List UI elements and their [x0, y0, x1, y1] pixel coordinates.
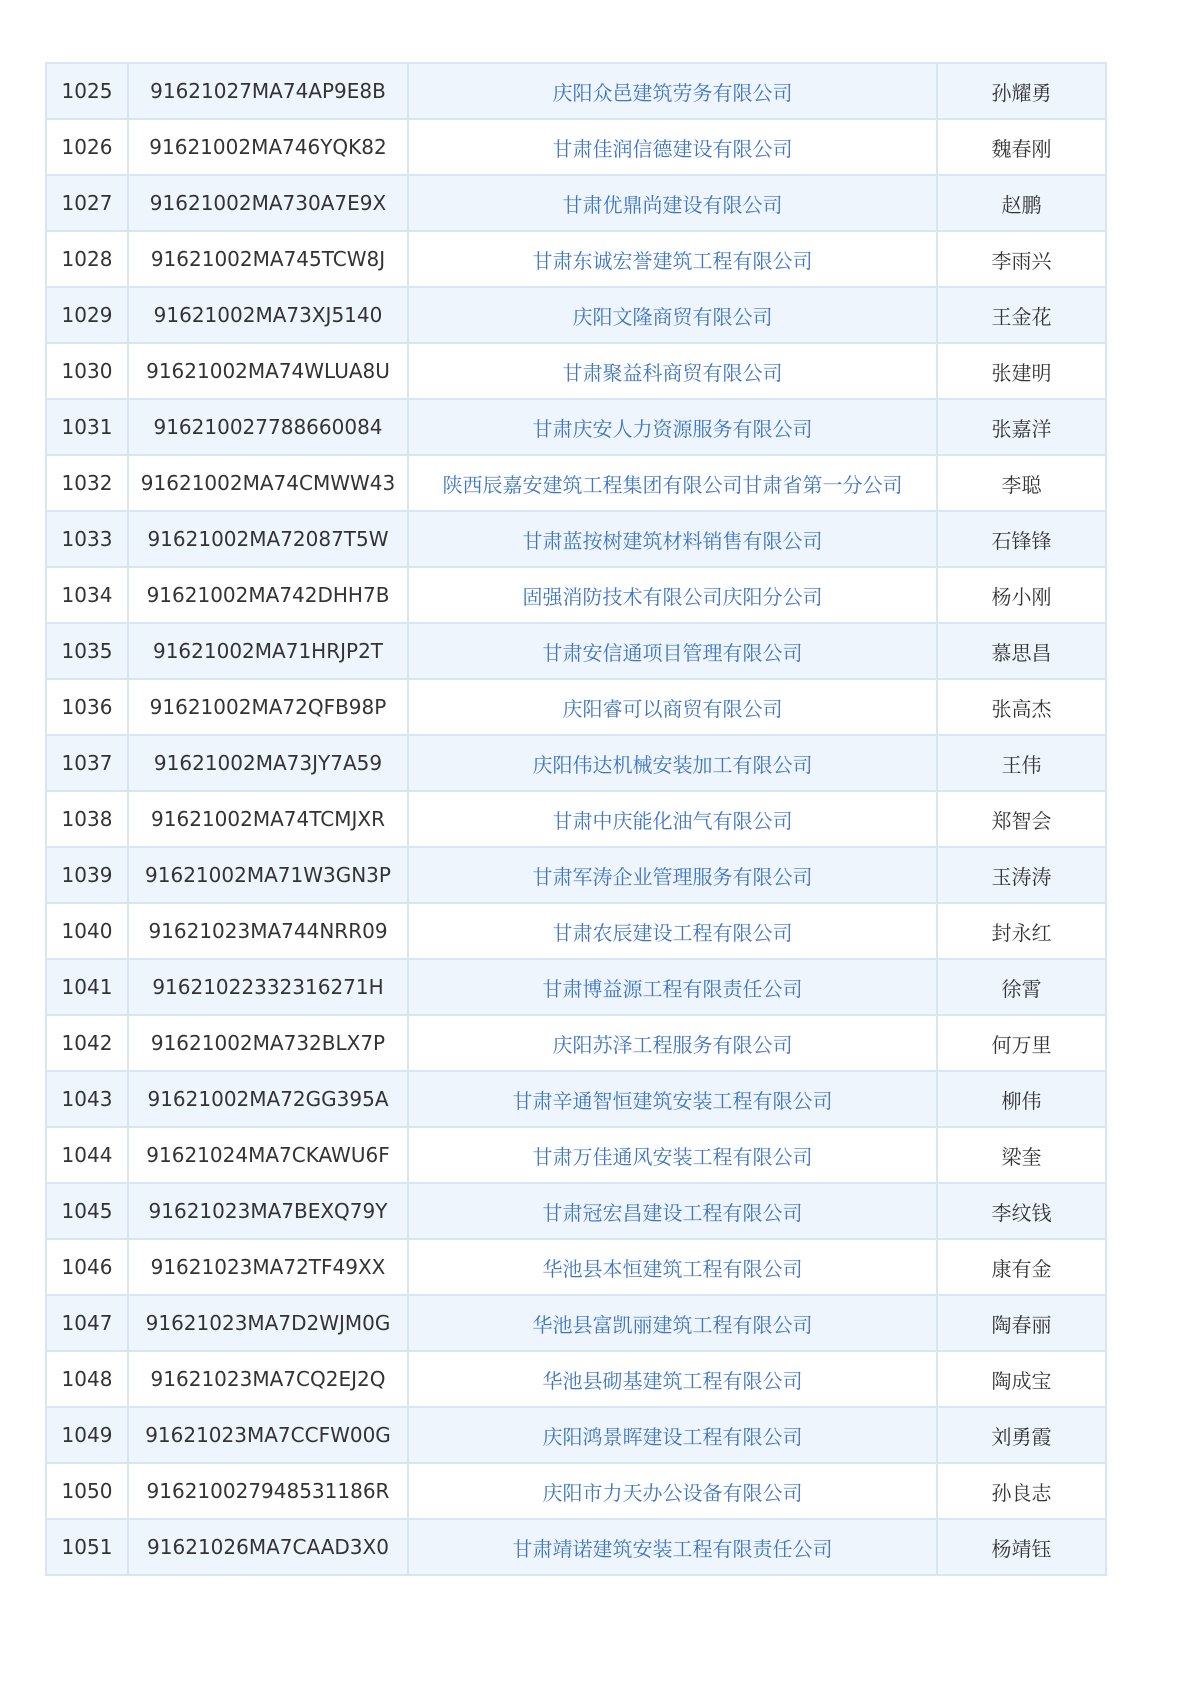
table-row — [46, 1351, 1106, 1407]
credit-code: 916210027948531186R — [128, 1463, 408, 1519]
company-name-link[interactable]: 甘肃蓝按树建筑材料销售有限公司 — [522, 528, 823, 553]
row-number: 1044 — [46, 1127, 128, 1183]
table-row — [46, 735, 1106, 791]
credit-code: 91621023MA744NRR09 — [128, 903, 408, 959]
company-name-cell[interactable] — [408, 399, 937, 455]
legal-representative: 李纹钱 — [937, 1183, 1106, 1239]
legal-representative: 张高杰 — [937, 679, 1106, 735]
company-name-link[interactable]: 庆阳苏泽工程服务有限公司 — [552, 1032, 793, 1057]
credit-code: 91621002MA71W3GN3P — [128, 847, 408, 903]
row-number: 1026 — [46, 119, 128, 175]
legal-representative: 刘勇霞 — [937, 1407, 1106, 1463]
legal-representative: 孙耀勇 — [937, 63, 1106, 119]
table-row — [46, 1071, 1106, 1127]
legal-representative: 王伟 — [937, 735, 1106, 791]
company-name-cell[interactable] — [408, 1407, 937, 1463]
table-row — [46, 175, 1106, 231]
row-number: 1034 — [46, 567, 128, 623]
legal-representative: 徐霄 — [937, 959, 1106, 1015]
credit-code: 91621002MA73XJ5140 — [128, 287, 408, 343]
legal-representative: 康有金 — [937, 1239, 1106, 1295]
row-number: 1032 — [46, 455, 128, 511]
table-row — [46, 1295, 1106, 1351]
credit-code: 91621023MA7BEXQ79Y — [128, 1183, 408, 1239]
row-number: 1049 — [46, 1407, 128, 1463]
legal-representative: 梁奎 — [937, 1127, 1106, 1183]
company-name-cell[interactable] — [408, 511, 937, 567]
row-number: 1045 — [46, 1183, 128, 1239]
legal-representative: 玉涛涛 — [937, 847, 1106, 903]
company-name-cell[interactable] — [408, 847, 937, 903]
company-name-cell[interactable] — [408, 1071, 937, 1127]
company-name-cell[interactable] — [408, 623, 937, 679]
company-name-link[interactable]: 甘肃庆安人力资源服务有限公司 — [532, 416, 813, 441]
legal-representative: 赵鹏 — [937, 175, 1106, 231]
company-name-link[interactable]: 甘肃安信通项目管理有限公司 — [542, 640, 803, 665]
row-number: 1028 — [46, 231, 128, 287]
company-name-cell[interactable] — [408, 1015, 937, 1071]
company-name-link[interactable]: 庆阳文隆商贸有限公司 — [572, 304, 773, 329]
company-name-link[interactable]: 甘肃军涛企业管理服务有限公司 — [532, 864, 813, 889]
legal-representative: 陶成宝 — [937, 1351, 1106, 1407]
company-name-link[interactable]: 甘肃博益源工程有限责任公司 — [542, 976, 803, 1001]
table-row — [46, 1127, 1106, 1183]
legal-representative: 何万里 — [937, 1015, 1106, 1071]
company-name-cell[interactable] — [408, 959, 937, 1015]
company-name-link[interactable]: 甘肃农辰建设工程有限公司 — [552, 920, 793, 945]
company-name-cell[interactable] — [408, 1239, 937, 1295]
credit-code: 91621002MA72QFB98P — [128, 679, 408, 735]
company-name-cell[interactable] — [408, 1463, 937, 1519]
legal-representative: 封永红 — [937, 903, 1106, 959]
company-name-link[interactable]: 甘肃靖诺建筑安装工程有限责任公司 — [512, 1536, 833, 1561]
company-name-cell[interactable] — [408, 1183, 937, 1239]
credit-code: 91621022332316271H — [128, 959, 408, 1015]
credit-code: 91621023MA7CCFW00G — [128, 1407, 408, 1463]
credit-code: 91621002MA742DHH7B — [128, 567, 408, 623]
table-row — [46, 119, 1106, 175]
company-name-cell[interactable] — [408, 1519, 937, 1575]
legal-representative: 魏春刚 — [937, 119, 1106, 175]
row-number: 1041 — [46, 959, 128, 1015]
company-name-cell[interactable] — [408, 679, 937, 735]
credit-code: 91621026MA7CAAD3X0 — [128, 1519, 408, 1575]
row-number: 1046 — [46, 1239, 128, 1295]
company-name-cell[interactable] — [408, 735, 937, 791]
table-row — [46, 959, 1106, 1015]
row-number: 1031 — [46, 399, 128, 455]
table-row — [46, 1519, 1106, 1575]
row-number: 1025 — [46, 63, 128, 119]
company-name-link[interactable]: 庆阳伟达机械安装加工有限公司 — [532, 752, 813, 777]
company-name-link[interactable]: 甘肃东诚宏誉建筑工程有限公司 — [532, 248, 813, 273]
company-name-link[interactable]: 华池县砌基建筑工程有限公司 — [542, 1368, 803, 1393]
company-name-link[interactable]: 甘肃优鼎尚建设有限公司 — [562, 192, 783, 217]
row-number: 1047 — [46, 1295, 128, 1351]
credit-code: 91621002MA72GG395A — [128, 1071, 408, 1127]
credit-code: 91621002MA74CMWW43 — [128, 455, 408, 511]
row-number: 1048 — [46, 1351, 128, 1407]
table-row — [46, 791, 1106, 847]
row-number: 1043 — [46, 1071, 128, 1127]
company-name-link[interactable]: 甘肃冠宏昌建设工程有限公司 — [542, 1200, 803, 1225]
row-number: 1036 — [46, 679, 128, 735]
credit-code: 91621024MA7CKAWU6F — [128, 1127, 408, 1183]
table-row — [46, 287, 1106, 343]
company-name-cell[interactable] — [408, 63, 937, 119]
legal-representative: 杨靖钰 — [937, 1519, 1106, 1575]
company-name-cell[interactable] — [408, 1127, 937, 1183]
row-number: 1027 — [46, 175, 128, 231]
row-number: 1039 — [46, 847, 128, 903]
company-name-link[interactable]: 庆阳市力天办公设备有限公司 — [542, 1480, 803, 1505]
legal-representative: 慕思昌 — [937, 623, 1106, 679]
table-row — [46, 903, 1106, 959]
table-row — [46, 231, 1106, 287]
company-name-cell[interactable] — [408, 1295, 937, 1351]
row-number: 1035 — [46, 623, 128, 679]
table-row — [46, 1183, 1106, 1239]
credit-code: 91621002MA730A7E9X — [128, 175, 408, 231]
company-table — [45, 62, 1107, 1576]
table-row — [46, 567, 1106, 623]
table-row — [46, 455, 1106, 511]
row-number: 1042 — [46, 1015, 128, 1071]
table-row — [46, 847, 1106, 903]
credit-code: 91621027MA74AP9E8B — [128, 63, 408, 119]
table-row — [46, 1239, 1106, 1295]
table-row — [46, 1407, 1106, 1463]
legal-representative: 孙良志 — [937, 1463, 1106, 1519]
legal-representative: 张建明 — [937, 343, 1106, 399]
table-row — [46, 623, 1106, 679]
credit-code: 91621002MA746YQK82 — [128, 119, 408, 175]
row-number: 1030 — [46, 343, 128, 399]
table-row — [46, 1463, 1106, 1519]
company-name-cell[interactable] — [408, 1351, 937, 1407]
company-name-link[interactable]: 甘肃辛通智恒建筑安装工程有限公司 — [512, 1088, 833, 1113]
company-name-link[interactable]: 陕西辰嘉安建筑工程集团有限公司甘肃省第一分公司 — [442, 472, 903, 497]
credit-code: 91621002MA745TCW8J — [128, 231, 408, 287]
company-name-cell[interactable] — [408, 287, 937, 343]
credit-code: 91621002MA732BLX7P — [128, 1015, 408, 1071]
company-name-link[interactable]: 庆阳众邑建筑劳务有限公司 — [552, 80, 793, 105]
company-name-cell[interactable] — [408, 231, 937, 287]
company-name-cell[interactable] — [408, 455, 937, 511]
table-row — [46, 63, 1106, 119]
credit-code: 91621002MA74WLUA8U — [128, 343, 408, 399]
legal-representative: 李聪 — [937, 455, 1106, 511]
legal-representative: 李雨兴 — [937, 231, 1106, 287]
legal-representative: 石锋锋 — [937, 511, 1106, 567]
company-table-container — [45, 62, 1105, 1576]
credit-code: 91621023MA72TF49XX — [128, 1239, 408, 1295]
table-row — [46, 399, 1106, 455]
row-number: 1029 — [46, 287, 128, 343]
credit-code: 91621002MA74TCMJXR — [128, 791, 408, 847]
credit-code: 91621023MA7CQ2EJ2Q — [128, 1351, 408, 1407]
table-row — [46, 679, 1106, 735]
legal-representative: 柳伟 — [937, 1071, 1106, 1127]
company-name-link[interactable]: 庆阳鸿景晖建设工程有限公司 — [542, 1424, 803, 1449]
company-name-cell[interactable] — [408, 343, 937, 399]
company-name-cell[interactable] — [408, 119, 937, 175]
credit-code: 91621002MA71HRJP2T — [128, 623, 408, 679]
company-name-link[interactable]: 甘肃万佳通风安装工程有限公司 — [532, 1144, 813, 1169]
row-number: 1033 — [46, 511, 128, 567]
company-name-cell[interactable] — [408, 903, 937, 959]
company-name-link[interactable]: 甘肃佳润信德建设有限公司 — [552, 136, 793, 161]
credit-code: 916210027788660084 — [128, 399, 408, 455]
table-row — [46, 343, 1106, 399]
row-number: 1038 — [46, 791, 128, 847]
table-row — [46, 511, 1106, 567]
legal-representative: 张嘉洋 — [937, 399, 1106, 455]
company-name-cell[interactable] — [408, 175, 937, 231]
legal-representative: 郑智会 — [937, 791, 1106, 847]
company-name-link[interactable]: 华池县富凯丽建筑工程有限公司 — [532, 1312, 813, 1337]
company-table-body — [46, 63, 1106, 1575]
credit-code: 91621002MA72087T5W — [128, 511, 408, 567]
company-name-link[interactable]: 庆阳睿可以商贸有限公司 — [562, 696, 783, 721]
company-name-link[interactable]: 甘肃中庆能化油气有限公司 — [552, 808, 793, 833]
company-name-link[interactable]: 甘肃聚益科商贸有限公司 — [562, 360, 783, 385]
company-name-link[interactable]: 固强消防技术有限公司庆阳分公司 — [522, 584, 823, 609]
row-number: 1037 — [46, 735, 128, 791]
credit-code: 91621023MA7D2WJM0G — [128, 1295, 408, 1351]
legal-representative: 杨小刚 — [937, 567, 1106, 623]
credit-code: 91621002MA73JY7A59 — [128, 735, 408, 791]
legal-representative: 陶春丽 — [937, 1295, 1106, 1351]
company-name-cell[interactable] — [408, 791, 937, 847]
row-number: 1050 — [46, 1463, 128, 1519]
table-row — [46, 1015, 1106, 1071]
row-number: 1051 — [46, 1519, 128, 1575]
company-name-link[interactable]: 华池县本恒建筑工程有限公司 — [542, 1256, 803, 1281]
row-number: 1040 — [46, 903, 128, 959]
company-name-cell[interactable] — [408, 567, 937, 623]
legal-representative: 王金花 — [937, 287, 1106, 343]
